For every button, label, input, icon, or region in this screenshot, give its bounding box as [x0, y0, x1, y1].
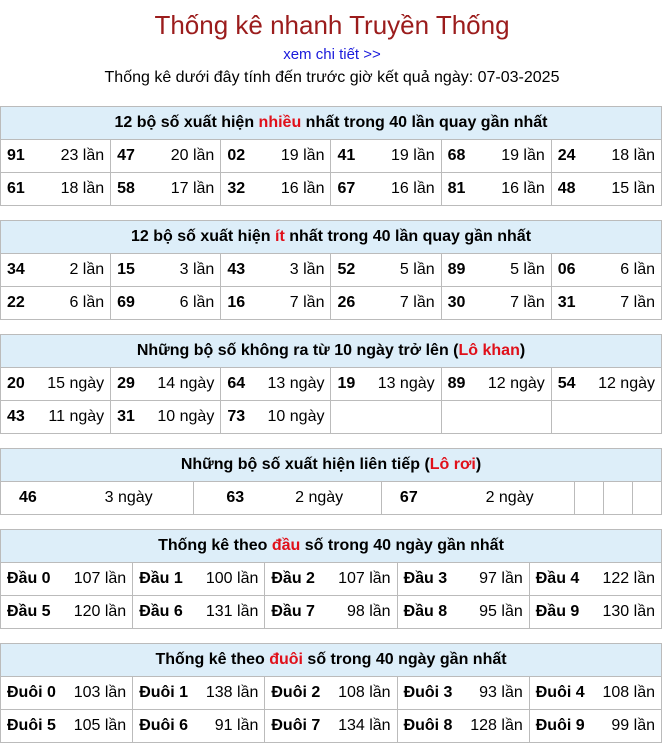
stat-number: 63 — [194, 482, 257, 515]
stat-cell: 31 10 ngày — [111, 401, 221, 434]
stat-cell: 91 23 lần — [1, 140, 111, 173]
section-header: Thống kê theo đầu số trong 40 ngày gần nhất — [1, 530, 662, 563]
page-header — [0, 0, 664, 90]
stat-number: 46 — [1, 482, 64, 515]
stat-cell: 89 12 ngày — [441, 368, 551, 401]
stat-cell: 43 3 lần — [221, 254, 331, 287]
stat-cell: 89 5 lần — [441, 254, 551, 287]
lo-khan-section — [0, 334, 662, 434]
stat-cell: 81 16 lần — [441, 173, 551, 206]
section-header: Thống kê theo đuôi số trong 40 ngày gần nhất — [1, 644, 662, 677]
stat-cell: 68 19 lần — [441, 140, 551, 173]
stat-cell: Đầu 2 107 lần — [265, 563, 397, 596]
stat-cell: Đầu 4 122 lần — [529, 563, 661, 596]
stat-cell: 58 17 lần — [111, 173, 221, 206]
empty-cell — [551, 401, 661, 434]
stat-cell: 73 10 ngày — [221, 401, 331, 434]
stat-cell: Đuôi 4 108 lần — [529, 677, 661, 710]
page-subtitle: Thống kê dưới đây tính đến trước giờ kết quả ngày: 07-03-2025 — [104, 69, 560, 86]
stat-cell: Đuôi 6 91 lần — [133, 710, 265, 743]
stat-cell: Đuôi 5 105 lần — [1, 710, 133, 743]
stat-cell: Đuôi 3 93 lần — [397, 677, 529, 710]
stat-cell: Đuôi 9 99 lần — [529, 710, 661, 743]
stat-cell: Đuôi 8 128 lần — [397, 710, 529, 743]
stat-cell: Đuôi 2 108 lần — [265, 677, 397, 710]
duoi-section — [0, 643, 662, 743]
stat-cell: 34 2 lần — [1, 254, 111, 287]
stat-cell: 06 6 lần — [551, 254, 661, 287]
stat-cell: Đầu 5 120 lần — [1, 596, 133, 629]
table-row — [1, 482, 662, 515]
table-row — [1, 368, 662, 401]
table-row — [1, 254, 662, 287]
table-row — [1, 710, 662, 743]
stat-cell: 02 19 lần — [221, 140, 331, 173]
most-frequent-section — [0, 106, 662, 206]
stat-value: 2 ngày — [257, 482, 381, 515]
empty-cell — [632, 482, 661, 515]
least-frequent-section — [0, 220, 662, 320]
stat-cell: 54 12 ngày — [551, 368, 661, 401]
stat-cell: 69 6 lần — [111, 287, 221, 320]
table-row — [1, 677, 662, 710]
stat-cell: 24 18 lần — [551, 140, 661, 173]
lo-roi-section — [0, 448, 662, 515]
section-header: 12 bộ số xuất hiện ít nhất trong 40 lần quay gần nhất — [1, 221, 662, 254]
table-row — [1, 173, 662, 206]
stat-cell: Đầu 7 98 lần — [265, 596, 397, 629]
stat-cell: 30 7 lần — [441, 287, 551, 320]
stat-cell: Đầu 0 107 lần — [1, 563, 133, 596]
table-row — [1, 563, 662, 596]
empty-cell — [575, 482, 604, 515]
stat-cell: 48 15 lần — [551, 173, 661, 206]
stat-cell: 20 15 ngày — [1, 368, 111, 401]
stat-value: 3 ngày — [64, 482, 194, 515]
stat-cell: 41 19 lần — [331, 140, 441, 173]
stat-cell: Đầu 3 97 lần — [397, 563, 529, 596]
stat-cell: 26 7 lần — [331, 287, 441, 320]
stat-cell: 32 16 lần — [221, 173, 331, 206]
table-row — [1, 401, 662, 434]
empty-cell — [331, 401, 441, 434]
section-header: Những bộ số xuất hiện liên tiếp (Lô rơi) — [1, 449, 662, 482]
stat-cell: 15 3 lần — [111, 254, 221, 287]
stat-cell: Đuôi 7 134 lần — [265, 710, 397, 743]
stat-cell: Đầu 1 100 lần — [133, 563, 265, 596]
table-row — [1, 287, 662, 320]
section-header: Những bộ số không ra từ 10 ngày trở lên (Lô khan) — [1, 335, 662, 368]
stat-cell: Đuôi 1 138 lần — [133, 677, 265, 710]
dau-section — [0, 529, 662, 629]
stat-cell: Đuôi 0 103 lần — [1, 677, 133, 710]
stat-cell: 19 13 ngày — [331, 368, 441, 401]
stat-value: 2 ngày — [445, 482, 575, 515]
stat-cell: Đầu 8 95 lần — [397, 596, 529, 629]
stat-cell: 64 13 ngày — [221, 368, 331, 401]
stat-cell: 61 18 lần — [1, 173, 111, 206]
stat-cell: 29 14 ngày — [111, 368, 221, 401]
page-title: Thống kê nhanh Truyền Thống — [154, 10, 510, 40]
stat-cell: 47 20 lần — [111, 140, 221, 173]
stat-cell: 31 7 lần — [551, 287, 661, 320]
table-row — [1, 596, 662, 629]
stat-cell: 22 6 lần — [1, 287, 111, 320]
section-header: 12 bộ số xuất hiện nhiều nhất trong 40 lần quay gần nhất — [1, 107, 662, 140]
stat-cell: 67 16 lần — [331, 173, 441, 206]
table-row — [1, 140, 662, 173]
empty-cell — [441, 401, 551, 434]
empty-cell — [604, 482, 633, 515]
stat-cell: 43 11 ngày — [1, 401, 111, 434]
stat-cell: Đầu 9 130 lần — [529, 596, 661, 629]
stat-cell: 16 7 lần — [221, 287, 331, 320]
stat-number: 67 — [381, 482, 444, 515]
stat-cell: Đầu 6 131 lần — [133, 596, 265, 629]
stat-cell: 52 5 lần — [331, 254, 441, 287]
details-link[interactable]: xem chi tiết >> — [283, 46, 381, 63]
